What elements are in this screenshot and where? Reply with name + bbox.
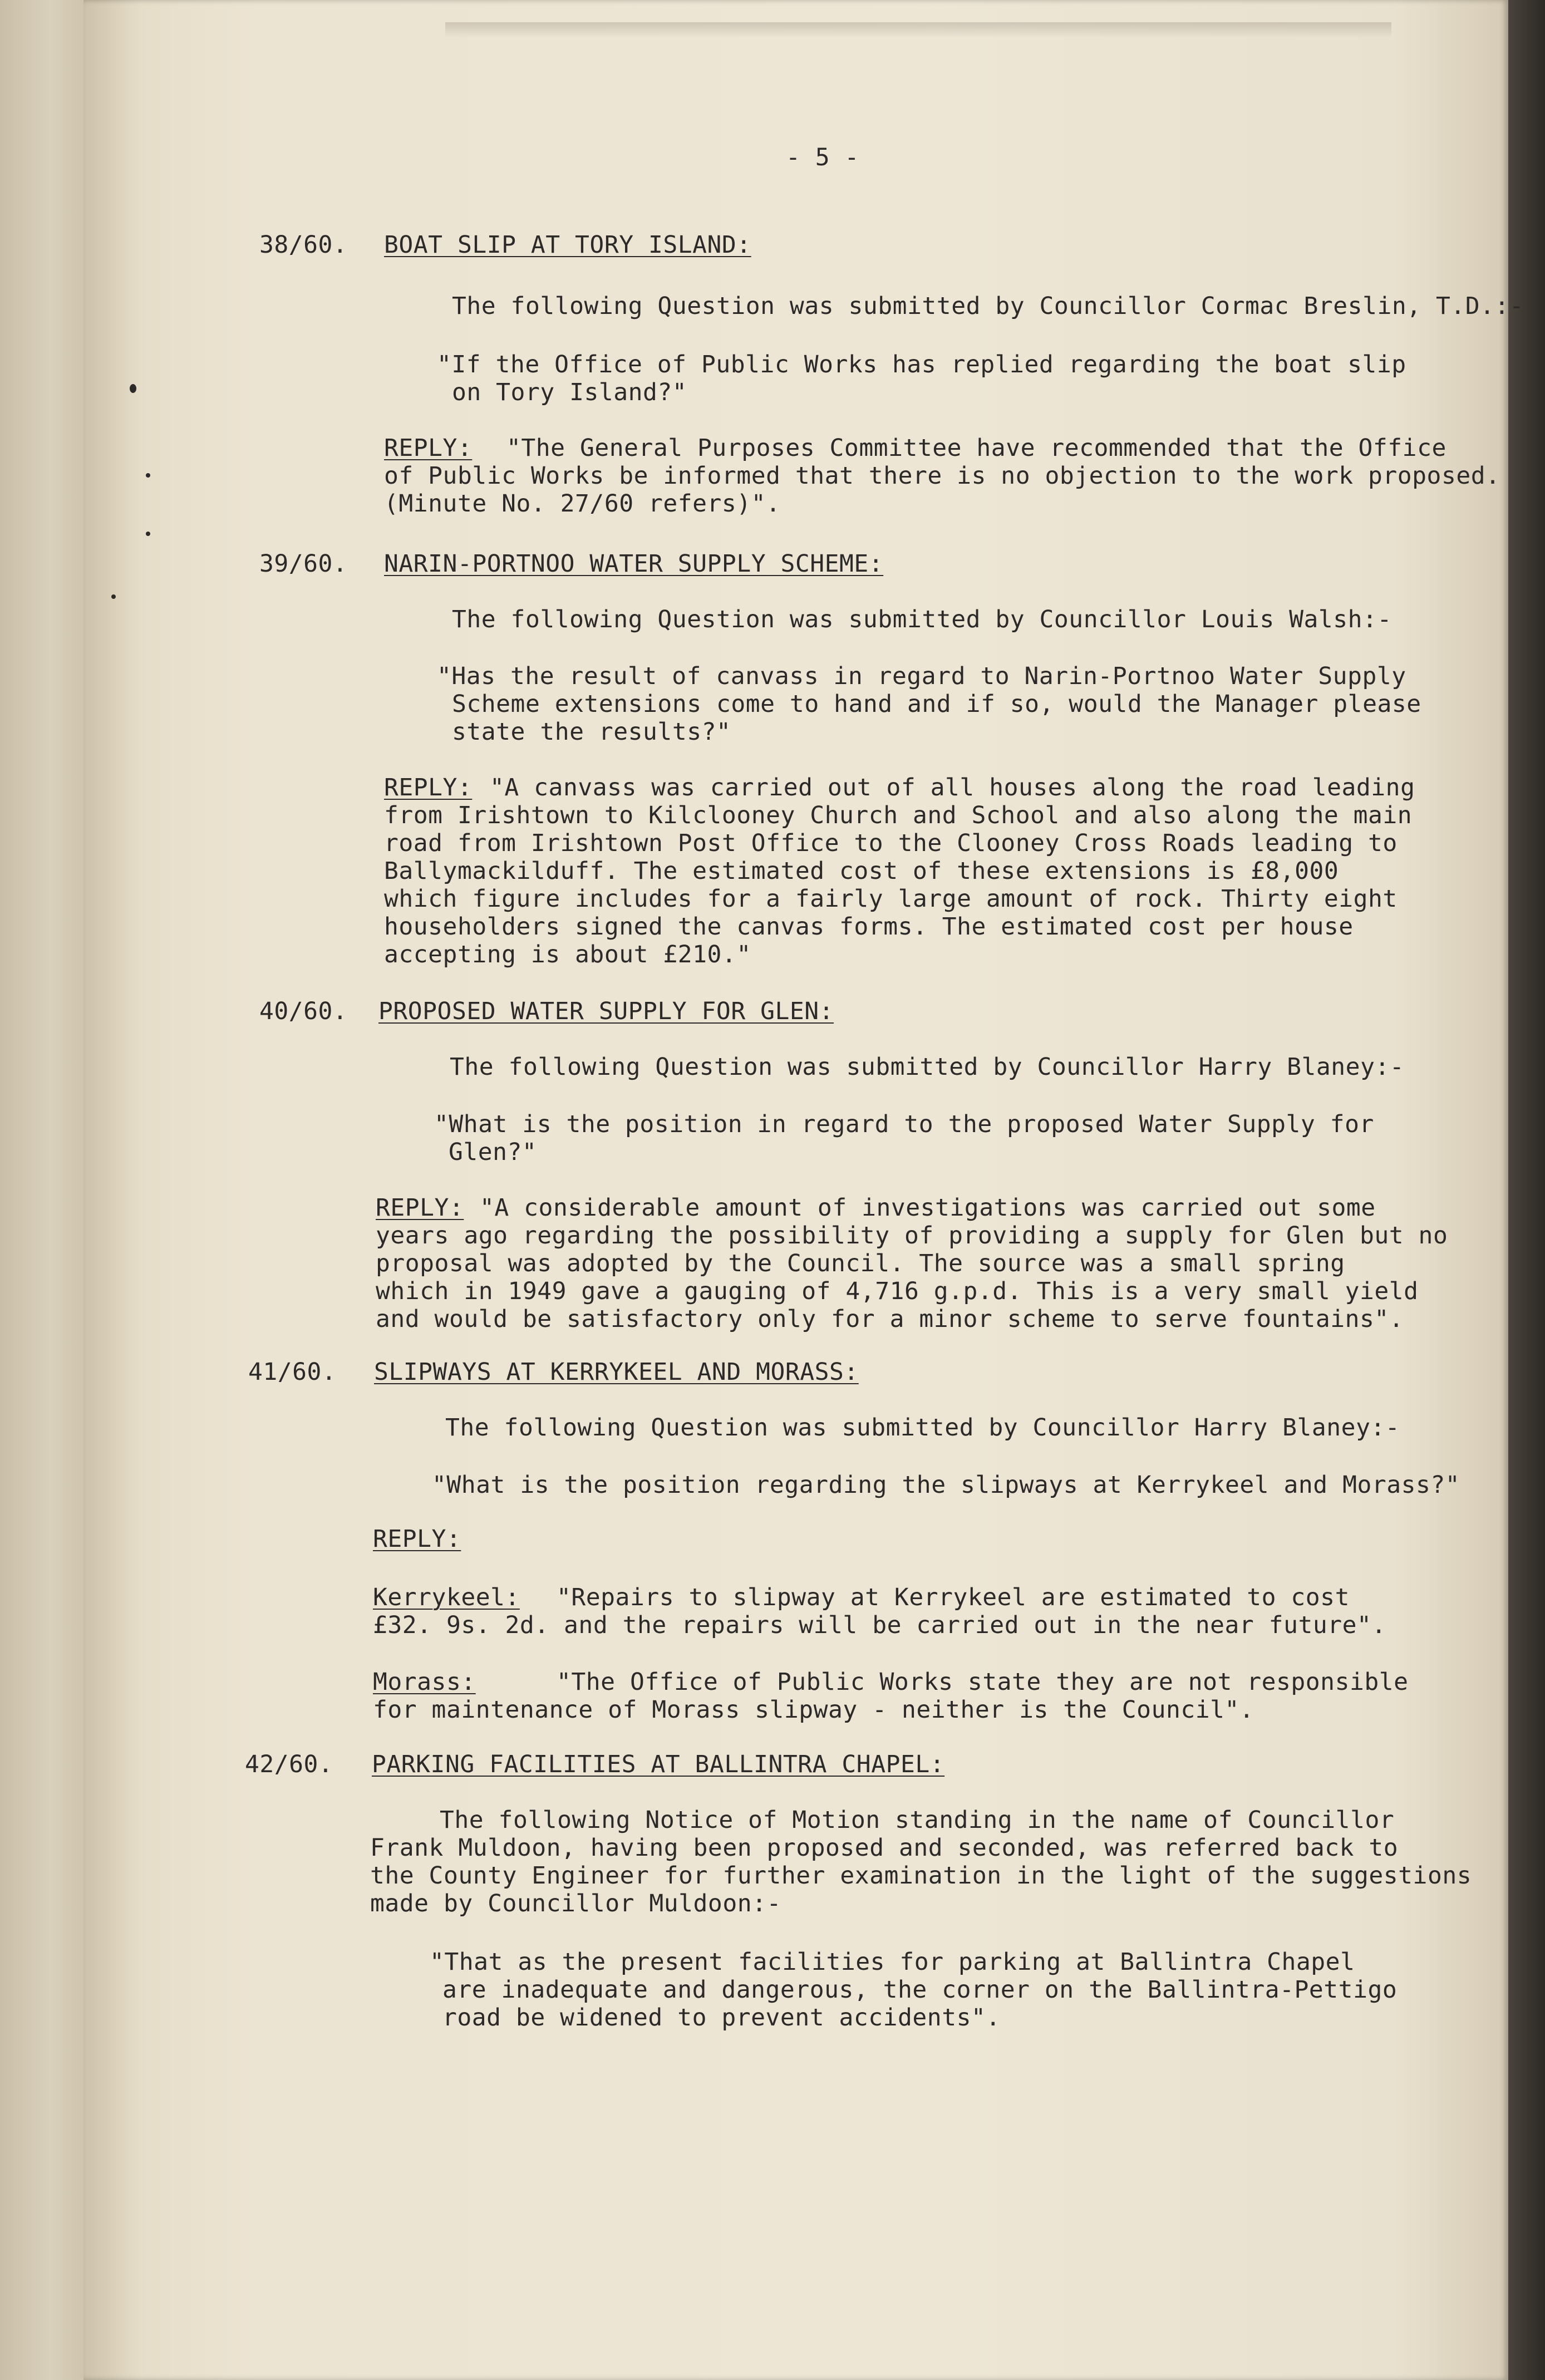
binder-left-page bbox=[0, 0, 83, 2380]
sub-reply-line: "Repairs to slipway at Kerrykeel are estimated to cost bbox=[557, 1584, 1350, 1611]
question-line: Scheme extensions come to hand and if so, would the Manager please bbox=[452, 690, 1421, 718]
bleed-through-text bbox=[445, 22, 1391, 38]
margin-mark bbox=[146, 473, 150, 478]
reply-line: proposal was adopted by the Council. The source was a small spring bbox=[376, 1250, 1345, 1277]
item-heading: PARKING FACILITIES AT BALLINTRA CHAPEL: bbox=[372, 1750, 945, 1778]
motion-line: "That as the present facilities for parking at Ballintra Chapel bbox=[430, 1948, 1355, 1976]
item-heading: NARIN-PORTNOO WATER SUPPLY SCHEME: bbox=[384, 550, 884, 578]
reply-line: accepting is about £210." bbox=[384, 941, 751, 968]
question-intro: The following Question was submitted by Councillor Harry Blaney:- bbox=[445, 1414, 1400, 1442]
question-line: "Has the result of canvass in regard to Narin-Portnoo Water Supply bbox=[437, 662, 1406, 690]
sub-reply-line: "The Office of Public Works state they are not responsible bbox=[557, 1668, 1409, 1696]
reply-line: householders signed the canvas forms. The estimated cost per house bbox=[384, 913, 1354, 941]
motion-line: are inadequate and dangerous, the corner on the Ballintra-Pettigo bbox=[442, 1976, 1398, 2004]
sub-reply-place: Morass: bbox=[373, 1668, 476, 1696]
sub-reply-line: £32. 9s. 2d. and the repairs will be carried out in the near future". bbox=[373, 1611, 1386, 1639]
item-number: 39/60. bbox=[259, 550, 348, 578]
motion-intro-line: The following Notice of Motion standing in the name of Councillor bbox=[440, 1806, 1395, 1834]
reply-line: which in 1949 gave a gauging of 4,716 g.p.d. This is a very small yield bbox=[376, 1277, 1419, 1305]
reply-line: "A considerable amount of investigations was carried out some bbox=[480, 1194, 1376, 1222]
question-intro: The following Question was submitted by Councillor Cormac Breslin, T.D.:- bbox=[452, 292, 1524, 320]
margin-mark bbox=[111, 594, 116, 599]
item-number: 38/60. bbox=[259, 231, 348, 259]
reply-line: which figure includes for a fairly large amount of rock. Thirty eight bbox=[384, 885, 1398, 913]
reply-line: (Minute No. 27/60 refers)". bbox=[384, 490, 781, 518]
item-number: 41/60. bbox=[248, 1358, 337, 1386]
margin-mark bbox=[146, 532, 150, 536]
item-heading: SLIPWAYS AT KERRYKEEL AND MORASS: bbox=[374, 1358, 859, 1386]
reply-line: "The General Purposes Committee have recommended that the Office bbox=[506, 434, 1446, 462]
reply-label: REPLY: bbox=[384, 774, 473, 801]
motion-intro-line: made by Councillor Muldoon:- bbox=[370, 1890, 781, 1917]
reply-line: Ballymackilduff. The estimated cost of these extensions is £8,000 bbox=[384, 857, 1339, 885]
question-line: "What is the position regarding the slipways at Kerrykeel and Morass?" bbox=[432, 1471, 1460, 1499]
reply-line: and would be satisfactory only for a minor scheme to serve fountains". bbox=[376, 1305, 1404, 1333]
question-line: "If the Office of Public Works has replied regarding the boat slip bbox=[437, 351, 1406, 378]
motion-intro-line: the County Engineer for further examination in the light of the suggestions bbox=[370, 1862, 1472, 1890]
item-number: 42/60. bbox=[245, 1750, 333, 1778]
question-line: on Tory Island?" bbox=[452, 378, 687, 406]
reply-line: of Public Works be informed that there is no objection to the work proposed. bbox=[384, 462, 1500, 490]
reply-label: REPLY: bbox=[384, 434, 473, 462]
reply-label: REPLY: bbox=[376, 1194, 464, 1222]
margin-mark bbox=[130, 384, 136, 393]
binder-right-edge bbox=[1508, 0, 1545, 2380]
motion-line: road be widened to prevent accidents". bbox=[442, 2004, 1001, 2032]
sub-reply-line: for maintenance of Morass slipway - neither is the Council". bbox=[373, 1696, 1254, 1724]
item-number: 40/60. bbox=[259, 997, 348, 1025]
reply-line: road from Irishtown Post Office to the Clooney Cross Roads leading to bbox=[384, 829, 1398, 857]
question-intro: The following Question was submitted by Councillor Louis Walsh:- bbox=[452, 606, 1392, 633]
page-number: - 5 - bbox=[786, 144, 859, 171]
sub-reply-place: Kerrykeel: bbox=[373, 1584, 520, 1611]
question-line: Glen?" bbox=[449, 1138, 537, 1166]
item-heading: PROPOSED WATER SUPPLY FOR GLEN: bbox=[378, 997, 834, 1025]
reply-line: from Irishtown to Kilclooney Church and School and also along the main bbox=[384, 801, 1413, 829]
question-intro: The following Question was submitted by Councillor Harry Blaney:- bbox=[450, 1053, 1405, 1081]
item-heading: BOAT SLIP AT TORY ISLAND: bbox=[384, 231, 751, 259]
reply-line: "A canvass was carried out of all houses along the road leading bbox=[490, 774, 1415, 801]
question-line: "What is the position in regard to the proposed Water Supply for bbox=[434, 1110, 1374, 1138]
question-line: state the results?" bbox=[452, 718, 731, 746]
reply-label: REPLY: bbox=[373, 1525, 461, 1553]
reply-line: years ago regarding the possibility of providing a supply for Glen but no bbox=[376, 1222, 1448, 1250]
motion-intro-line: Frank Muldoon, having been proposed and seconded, was referred back to bbox=[370, 1834, 1399, 1862]
